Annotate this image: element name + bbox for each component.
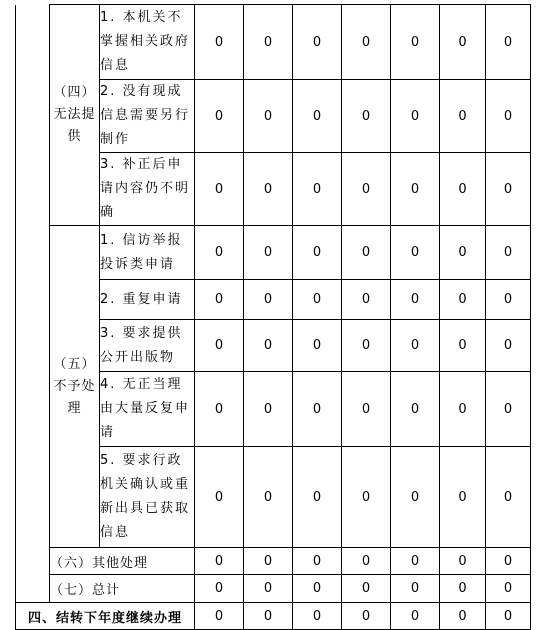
cell-value: 0 bbox=[391, 447, 440, 548]
cell-value: 0 bbox=[293, 575, 342, 603]
cell-value: 0 bbox=[293, 548, 342, 575]
cell-value: 0 bbox=[486, 280, 531, 320]
cell-value: 0 bbox=[486, 447, 531, 548]
cell-value: 0 bbox=[440, 548, 486, 575]
cell-value: 0 bbox=[391, 548, 440, 575]
cell-value: 0 bbox=[486, 603, 531, 630]
table-row bbox=[16, 226, 531, 280]
cell-value: 0 bbox=[195, 153, 244, 226]
cell-value: 0 bbox=[342, 226, 391, 280]
cell-value: 0 bbox=[293, 447, 342, 548]
cell-value: 0 bbox=[342, 5, 391, 80]
cell-value: 0 bbox=[486, 372, 531, 447]
cell-value: 0 bbox=[391, 5, 440, 80]
row-label: 2. 没有现成信息需要另行制作 bbox=[100, 80, 195, 153]
row-label: 5. 要求行政机关确认或重新出具已获取信息 bbox=[100, 447, 195, 548]
row-label: 1. 本机关不掌握相关政府信息 bbox=[100, 5, 195, 80]
cell-value: 0 bbox=[486, 80, 531, 153]
cell-value: 0 bbox=[244, 320, 293, 372]
cell-value: 0 bbox=[195, 603, 244, 630]
cell-value: 0 bbox=[342, 280, 391, 320]
cell-value: 0 bbox=[486, 5, 531, 80]
cell-value: 0 bbox=[391, 603, 440, 630]
cell-value: 0 bbox=[195, 80, 244, 153]
table-row bbox=[16, 603, 531, 630]
cell-value: 0 bbox=[440, 447, 486, 548]
cell-value: 0 bbox=[440, 372, 486, 447]
row-label: 4. 无正当理由大量反复申请 bbox=[100, 372, 195, 447]
cell-value: 0 bbox=[342, 80, 391, 153]
cell-value: 0 bbox=[293, 80, 342, 153]
cell-value: 0 bbox=[244, 372, 293, 447]
cell-value: 0 bbox=[293, 372, 342, 447]
cell-value: 0 bbox=[440, 603, 486, 630]
cell-value: 0 bbox=[391, 153, 440, 226]
row-label: 1. 信访举报投诉类申请 bbox=[100, 226, 195, 280]
cell-value: 0 bbox=[195, 226, 244, 280]
cell-value: 0 bbox=[391, 575, 440, 603]
blank-left-cell bbox=[16, 5, 50, 603]
table-row bbox=[16, 575, 531, 603]
group-label-four: （四）无法提供 bbox=[50, 5, 100, 226]
cell-value: 0 bbox=[391, 280, 440, 320]
table-row bbox=[16, 5, 531, 80]
cell-value: 0 bbox=[342, 603, 391, 630]
cell-value: 0 bbox=[440, 280, 486, 320]
cell-value: 0 bbox=[293, 603, 342, 630]
cell-value: 0 bbox=[342, 372, 391, 447]
cell-value: 0 bbox=[195, 372, 244, 447]
cell-value: 0 bbox=[342, 548, 391, 575]
cell-value: 0 bbox=[440, 320, 486, 372]
cell-value: 0 bbox=[293, 5, 342, 80]
cell-value: 0 bbox=[342, 153, 391, 226]
cell-value: 0 bbox=[391, 226, 440, 280]
cell-value: 0 bbox=[293, 280, 342, 320]
cell-value: 0 bbox=[195, 280, 244, 320]
cell-value: 0 bbox=[244, 603, 293, 630]
cell-value: 0 bbox=[244, 447, 293, 548]
row-label: （七）总计 bbox=[50, 575, 195, 603]
cell-value: 0 bbox=[195, 5, 244, 80]
cell-value: 0 bbox=[244, 153, 293, 226]
row-label: （六）其他处理 bbox=[50, 548, 195, 575]
cell-value: 0 bbox=[486, 153, 531, 226]
cell-value: 0 bbox=[391, 80, 440, 153]
cell-value: 0 bbox=[293, 320, 342, 372]
group-label-five: （五）不予处理 bbox=[50, 226, 100, 548]
cell-value: 0 bbox=[244, 226, 293, 280]
cell-value: 0 bbox=[440, 575, 486, 603]
cell-value: 0 bbox=[440, 5, 486, 80]
cell-value: 0 bbox=[486, 548, 531, 575]
cell-value: 0 bbox=[195, 575, 244, 603]
cell-value: 0 bbox=[195, 320, 244, 372]
cell-value: 0 bbox=[293, 153, 342, 226]
cell-value: 0 bbox=[486, 320, 531, 372]
cell-value: 0 bbox=[440, 153, 486, 226]
cell-value: 0 bbox=[195, 447, 244, 548]
row-label: 3. 要求提供公开出版物 bbox=[100, 320, 195, 372]
cell-value: 0 bbox=[342, 320, 391, 372]
cell-value: 0 bbox=[486, 226, 531, 280]
cell-value: 0 bbox=[342, 575, 391, 603]
statistics-table bbox=[15, 4, 531, 630]
table-row bbox=[16, 548, 531, 575]
row-label: 四、结转下年度继续办理 bbox=[16, 603, 195, 630]
cell-value: 0 bbox=[440, 80, 486, 153]
cell-value: 0 bbox=[293, 226, 342, 280]
cell-value: 0 bbox=[391, 320, 440, 372]
cell-value: 0 bbox=[486, 575, 531, 603]
cell-value: 0 bbox=[440, 226, 486, 280]
cell-value: 0 bbox=[391, 372, 440, 447]
cell-value: 0 bbox=[244, 280, 293, 320]
cell-value: 0 bbox=[244, 80, 293, 153]
row-label: 3. 补正后申请内容仍不明确 bbox=[100, 153, 195, 226]
cell-value: 0 bbox=[244, 575, 293, 603]
cell-value: 0 bbox=[244, 5, 293, 80]
row-label: 2. 重复申请 bbox=[100, 280, 195, 320]
cell-value: 0 bbox=[195, 548, 244, 575]
cell-value: 0 bbox=[244, 548, 293, 575]
cell-value: 0 bbox=[342, 447, 391, 548]
